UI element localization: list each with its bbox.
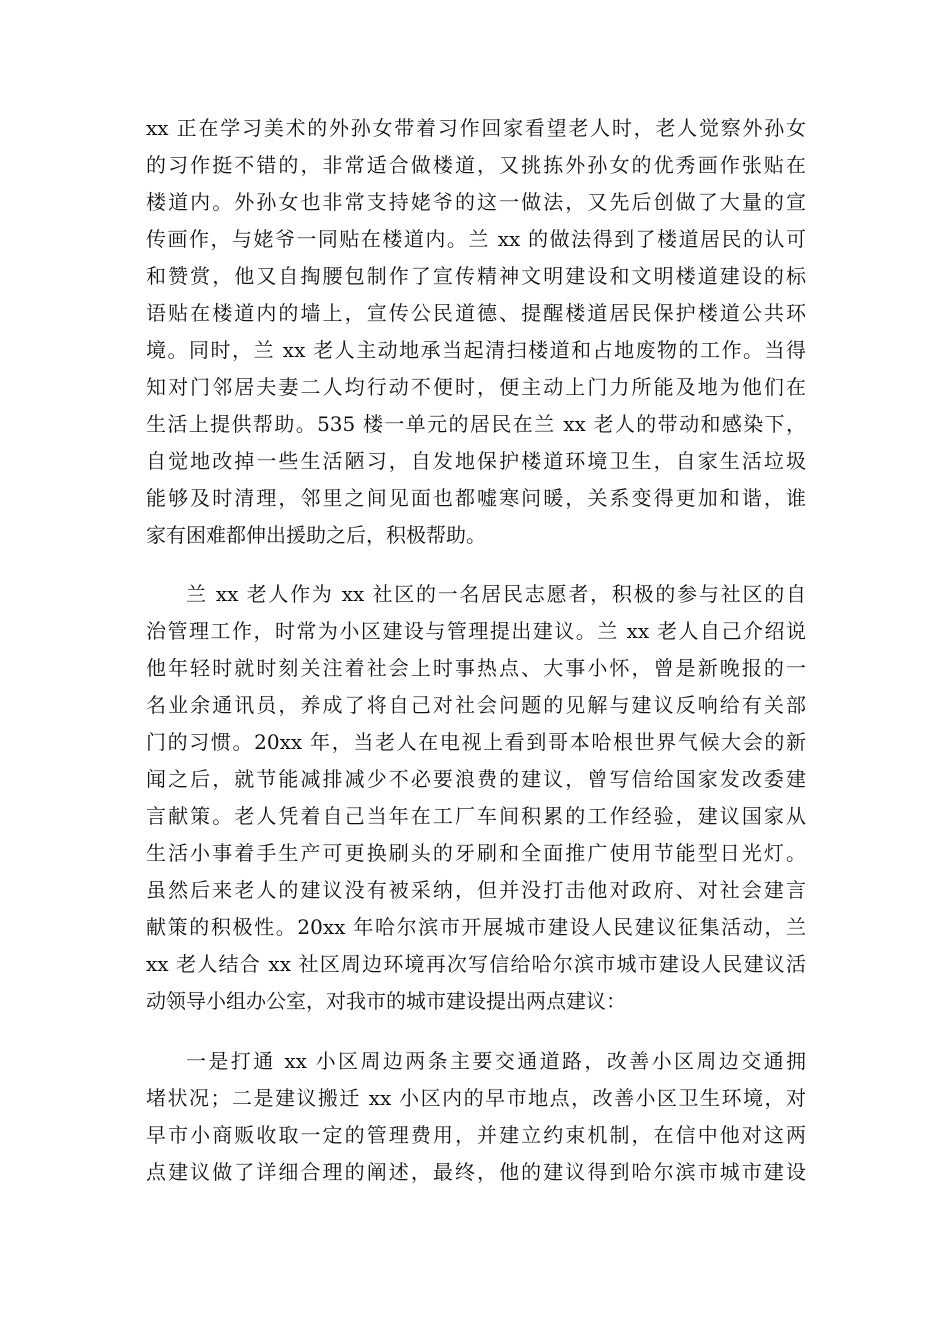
paragraph-2-line-4: 名业余通讯员，养成了将自己对社会问题的见解与建议反响给有关部 bbox=[146, 693, 806, 717]
paragraph-2-line-7: 言献策。老人凭着自己当年在工厂车间积累的工作经验，建议国家从 bbox=[146, 804, 806, 828]
paragraph-1-line-7: 境。同时，兰 xx 老人主动地承当起清扫楼道和占地废物的工作。当得 bbox=[146, 338, 806, 362]
paragraph-3-line-2: 堵状况；二是建议搬迁 xx 小区内的早市地点，改善小区卫生环境，对 bbox=[146, 1086, 806, 1110]
paragraph-1-line-6: 语贴在楼道内的墙上，宣传公民道德、提醒楼道居民保护楼道公共环 bbox=[146, 301, 806, 325]
paragraph-2-line-6: 闻之后，就节能减排减少不必要浪费的建议，曾写信给国家发改委建 bbox=[146, 767, 806, 791]
paragraph-2-line-9: 虽然后来老人的建议没有被采纳，但并没打击他对政府、对社会建言 bbox=[146, 878, 806, 902]
paragraph-1-line-5: 和赞赏，他又自掏腰包制作了宣传精神文明建设和文明楼道建设的标 bbox=[146, 264, 806, 288]
paragraph-2-line-1: 兰 xx 老人作为 xx 社区的一名居民志愿者，积极的参与社区的自 bbox=[186, 582, 806, 606]
paragraph-1-line-2: 的习作挺不错的，非常适合做楼道，又挑拣外孙女的优秀画作张贴在 bbox=[146, 153, 806, 177]
paragraph-1-line-9: 生活上提供帮助。535 楼一单元的居民在兰 xx 老人的带动和感染下， bbox=[146, 412, 806, 436]
paragraph-2-line-2: 治管理工作，时常为小区建设与管理提出建议。兰 xx 老人自己介绍说 bbox=[146, 619, 806, 643]
paragraph-3-line-1: 一是打通 xx 小区周边两条主要交通道路，改善小区周边交通拥 bbox=[186, 1049, 806, 1073]
paragraph-2-line-5: 门的习惯。20xx 年，当老人在电视上看到哥本哈根世界气候大会的新 bbox=[146, 730, 806, 754]
paragraph-1-line-10: 自觉地改掉一些生活陋习，自发地保护楼道环境卫生，自家生活垃圾 bbox=[146, 449, 806, 473]
paragraph-3-line-3: 早市小商贩收取一定的管理费用，并建立约束机制，在信中他对这两 bbox=[146, 1123, 806, 1147]
paragraph-1-line-11: 能够及时清理，邻里之间见面也都嘘寒问暖，关系变得更加和谐，谁 bbox=[146, 486, 806, 510]
paragraph-1-line-4: 传画作，与姥爷一同贴在楼道内。兰 xx 的做法得到了楼道居民的认可 bbox=[146, 227, 806, 251]
paragraph-2-line-8: 生活小事着手生产可更换刷头的牙刷和全面推广使用节能型日光灯。 bbox=[146, 841, 806, 865]
paragraph-1-line-8: 知对门邻居夫妻二人均行动不便时，便主动上门力所能及地为他们在 bbox=[146, 375, 806, 399]
paragraph-2-line-10: 献策的积极性。20xx 年哈尔滨市开展城市建设人民建议征集活动，兰 bbox=[146, 915, 806, 939]
paragraph-2-line-3: 他年轻时就时刻关注着社会上时事热点、大事小怀，曾是新晚报的一 bbox=[146, 656, 806, 680]
paragraph-3-line-4: 点建议做了详细合理的阐述，最终，他的建议得到哈尔滨市城市建设 bbox=[146, 1160, 806, 1184]
paragraph-1-line-3: 楼道内。外孙女也非常支持姥爷的这一做法，又先后创做了大量的宣 bbox=[146, 190, 806, 214]
paragraph-1-line-1: xx 正在学习美术的外孙女带着习作回家看望老人时，老人觉察外孙女 bbox=[146, 116, 806, 140]
paragraph-1-line-12: 家有困难都伸出援助之后，积极帮助。 bbox=[146, 523, 486, 547]
paragraph-2-line-12: 动领导小组办公室，对我市的城市建设提出两点建议： bbox=[146, 989, 626, 1013]
paragraph-2-line-11: xx 老人结合 xx 社区周边环境再次写信给哈尔滨市城市建设人民建议活 bbox=[146, 952, 806, 976]
